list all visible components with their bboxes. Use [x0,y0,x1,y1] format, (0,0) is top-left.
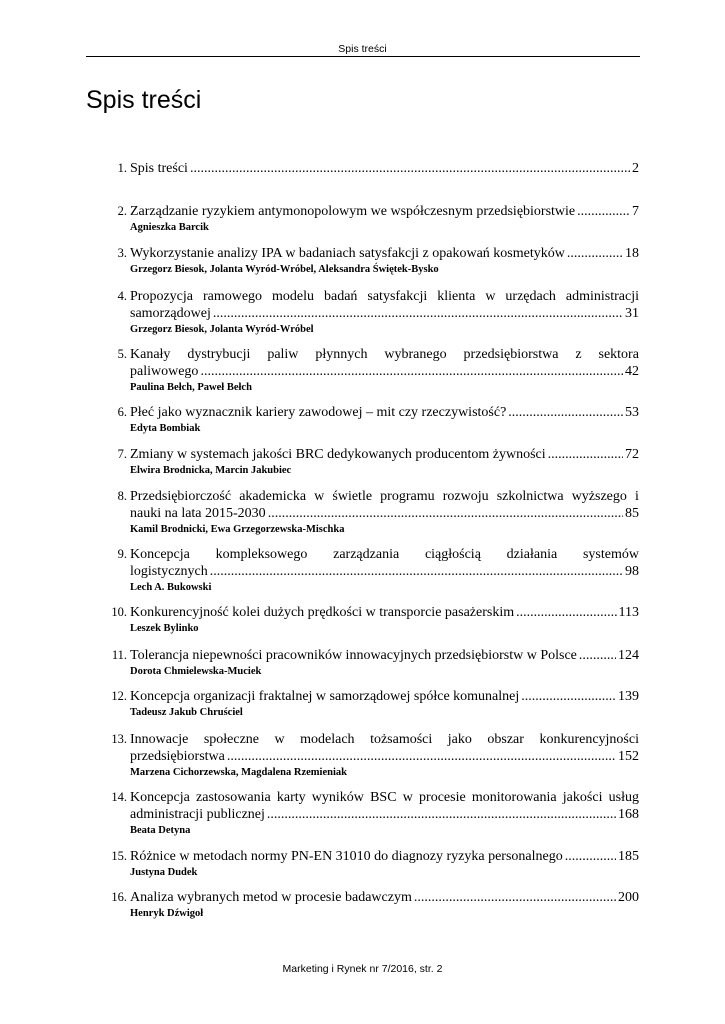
dot-leader [414,889,616,906]
toc-line [105,889,639,906]
entry-number: 10. [111,605,127,619]
toc-line [105,789,639,806]
toc-line [105,446,639,463]
entry-title: Zarządzanie ryzykiem antymonopolowym we współczesnym przedsiębiorstwie [130,204,576,219]
dot-leader [548,446,623,463]
dot-leader [210,563,623,580]
toc-entry[interactable] [105,203,639,234]
dot-leader [227,748,616,765]
dot-leader [579,647,616,664]
toc-line [105,731,639,748]
toc-line [105,404,639,421]
page-number: 85 [625,506,639,521]
entry-title: Analiza wybranych metod w procesie badawczym [130,890,412,905]
dot-leader [567,245,623,262]
entry-authors: Lech A. Bukowski [130,582,212,593]
toc-entry[interactable] [105,688,639,719]
entry-number: 4. [117,289,127,303]
entry-authors: Grzegorz Biesok, Jolanta Wyród-Wróbel [130,324,314,335]
toc-line [105,288,639,305]
dot-leader [565,848,616,865]
dot-leader [521,688,616,705]
running-header: Spis treści [338,43,387,55]
entry-number: 3. [117,246,127,260]
toc-line [105,203,639,220]
entry-authors: Grzegorz Biesok, Jolanta Wyród-Wróbel, Aleksandra Świętek-Bysko [130,264,439,275]
dot-leader [577,203,630,220]
toc-line [105,245,639,262]
page-number: 185 [618,849,639,864]
entry-title: przedsiębiorstwa [130,749,225,764]
toc-line [105,604,639,621]
entry-title: Tolerancja niepewności pracowników innowacyjnych przedsiębiorstw w Polsce [130,648,577,663]
toc-entry[interactable] [105,245,639,276]
dot-leader [268,505,623,522]
entry-title: nauki na lata 2015-2030 [130,506,266,521]
dot-leader [213,305,623,322]
entry-title: Konkurencyjność kolei dużych prędkości w transporcie pasażerskim [130,605,515,620]
entry-title: paliwowego [130,364,199,379]
entry-number: 13. [111,732,127,746]
toc-entry[interactable] [105,604,639,635]
toc-line [105,848,639,865]
entry-authors: Edyta Bombiak [130,423,201,434]
entry-title-line: Przedsiębiorczość akademicka w świetle programu rozwoju szkolnictwa wyższego i [130,489,639,504]
toc-line [105,748,639,765]
page-number: 7 [632,204,639,219]
entry-number: 14. [111,790,127,804]
toc-entry[interactable] [105,404,639,435]
toc-line [105,563,639,580]
page-title: Spis treści [86,86,202,114]
toc-line [105,346,639,363]
toc-entry[interactable] [105,488,639,536]
entry-number: 5. [117,347,127,361]
page-number: 200 [618,890,639,905]
dot-leader [190,160,630,177]
page-footer: Marketing i Rynek nr 7/2016, str. 2 [282,963,443,975]
toc-line [105,305,639,322]
toc-entry[interactable] [105,160,639,177]
toc-line [105,546,639,563]
page-number: 53 [625,405,639,420]
entry-number: 11. [111,648,127,662]
entry-authors: Leszek Bylinko [130,623,199,634]
toc-entry[interactable] [105,731,639,779]
entry-title-line: Koncepcja kompleksowego zarządzania ciągłością działania systemów [130,547,639,562]
toc-entry[interactable] [105,848,639,879]
entry-title: Płeć jako wyznacznik kariery zawodowej – mit czy rzeczywistość? [130,405,507,420]
toc-entry[interactable] [105,446,639,477]
entry-title: Wykorzystanie analizy IPA w badaniach satysfakcji z opakowań kosmetyków [130,246,565,261]
toc-entry[interactable] [105,889,639,920]
entry-title-line: Koncepcja zastosowania karty wyników BSC w procesie monitorowania jakości usług [130,790,639,805]
toc-line [105,647,639,664]
entry-authors: Tadeusz Jakub Chruściel [130,707,243,718]
page-number: 18 [625,246,639,261]
entry-authors: Paulina Bełch, Paweł Bełch [130,382,252,393]
entry-title-line: Kanały dystrybucji paliw płynnych wybranego przedsiębiorstwa z sektora [130,347,639,362]
toc-line [105,488,639,505]
toc-entry[interactable] [105,647,639,678]
entry-authors: Justyna Dudek [130,867,198,878]
page-number: 139 [618,689,639,704]
page-number: 31 [625,306,639,321]
entry-title-line: Propozycja ramowego modelu badań satysfakcji klienta w urzędach administracji [130,289,639,304]
toc-entry[interactable] [105,346,639,394]
toc-line [105,688,639,705]
entry-title: Spis treści [130,161,188,176]
toc-line [105,806,639,823]
entry-title: Zmiany w systemach jakości BRC dedykowanych producentom żywności [130,447,546,462]
entry-number: 15. [111,849,127,863]
page-number: 124 [618,648,639,663]
page-number: 168 [618,807,639,822]
entry-number: 8. [117,489,127,503]
entry-number: 2. [117,204,127,218]
page-number: 98 [625,564,639,579]
entry-title: Różnice w metodach normy PN-EN 31010 do diagnozy ryzyka personalnego [130,849,563,864]
toc-entry[interactable] [105,789,639,837]
entry-number: 12. [111,689,127,703]
dot-leader [516,604,616,621]
entry-authors: Agnieszka Barcik [130,222,209,233]
entry-authors: Dorota Chmielewska-Muciek [130,666,262,677]
entry-number: 6. [117,405,127,419]
entry-title: samorządowej [130,306,211,321]
dot-leader [267,806,616,823]
toc-entry[interactable] [105,546,639,594]
toc-line [105,505,639,522]
entry-number: 1. [117,161,127,175]
entry-authors: Henryk Dźwigoł [130,908,204,919]
entry-title-line: Innowacje społeczne w modelach tożsamości jako obszar konkurencyjności [130,732,639,747]
entry-authors: Elwira Brodnicka, Marcin Jakubiec [130,465,292,476]
dot-leader [508,404,623,421]
page-number: 113 [618,605,639,620]
entry-number: 9. [117,547,127,561]
entry-title: Koncepcja organizacji fraktalnej w samorządowej spółce komunalnej [130,689,520,704]
toc-line [105,160,639,177]
entry-number: 16. [111,890,127,904]
entry-authors: Marzena Cichorzewska, Magdalena Rzemieniak [130,767,347,778]
page-number: 42 [625,364,639,379]
page-number: 152 [618,749,639,764]
page-number: 72 [625,447,639,462]
entry-title: logistycznych [130,564,208,579]
toc-line [105,363,639,380]
entry-authors: Kamil Brodnicki, Ewa Grzegorzewska-Mischka [130,524,345,535]
dot-leader [200,363,623,380]
entry-title: administracji publicznej [130,807,265,822]
toc-entry[interactable] [105,288,639,336]
page-number: 2 [632,161,639,176]
entry-number: 7. [117,447,127,461]
entry-authors: Beata Detyna [130,825,191,836]
